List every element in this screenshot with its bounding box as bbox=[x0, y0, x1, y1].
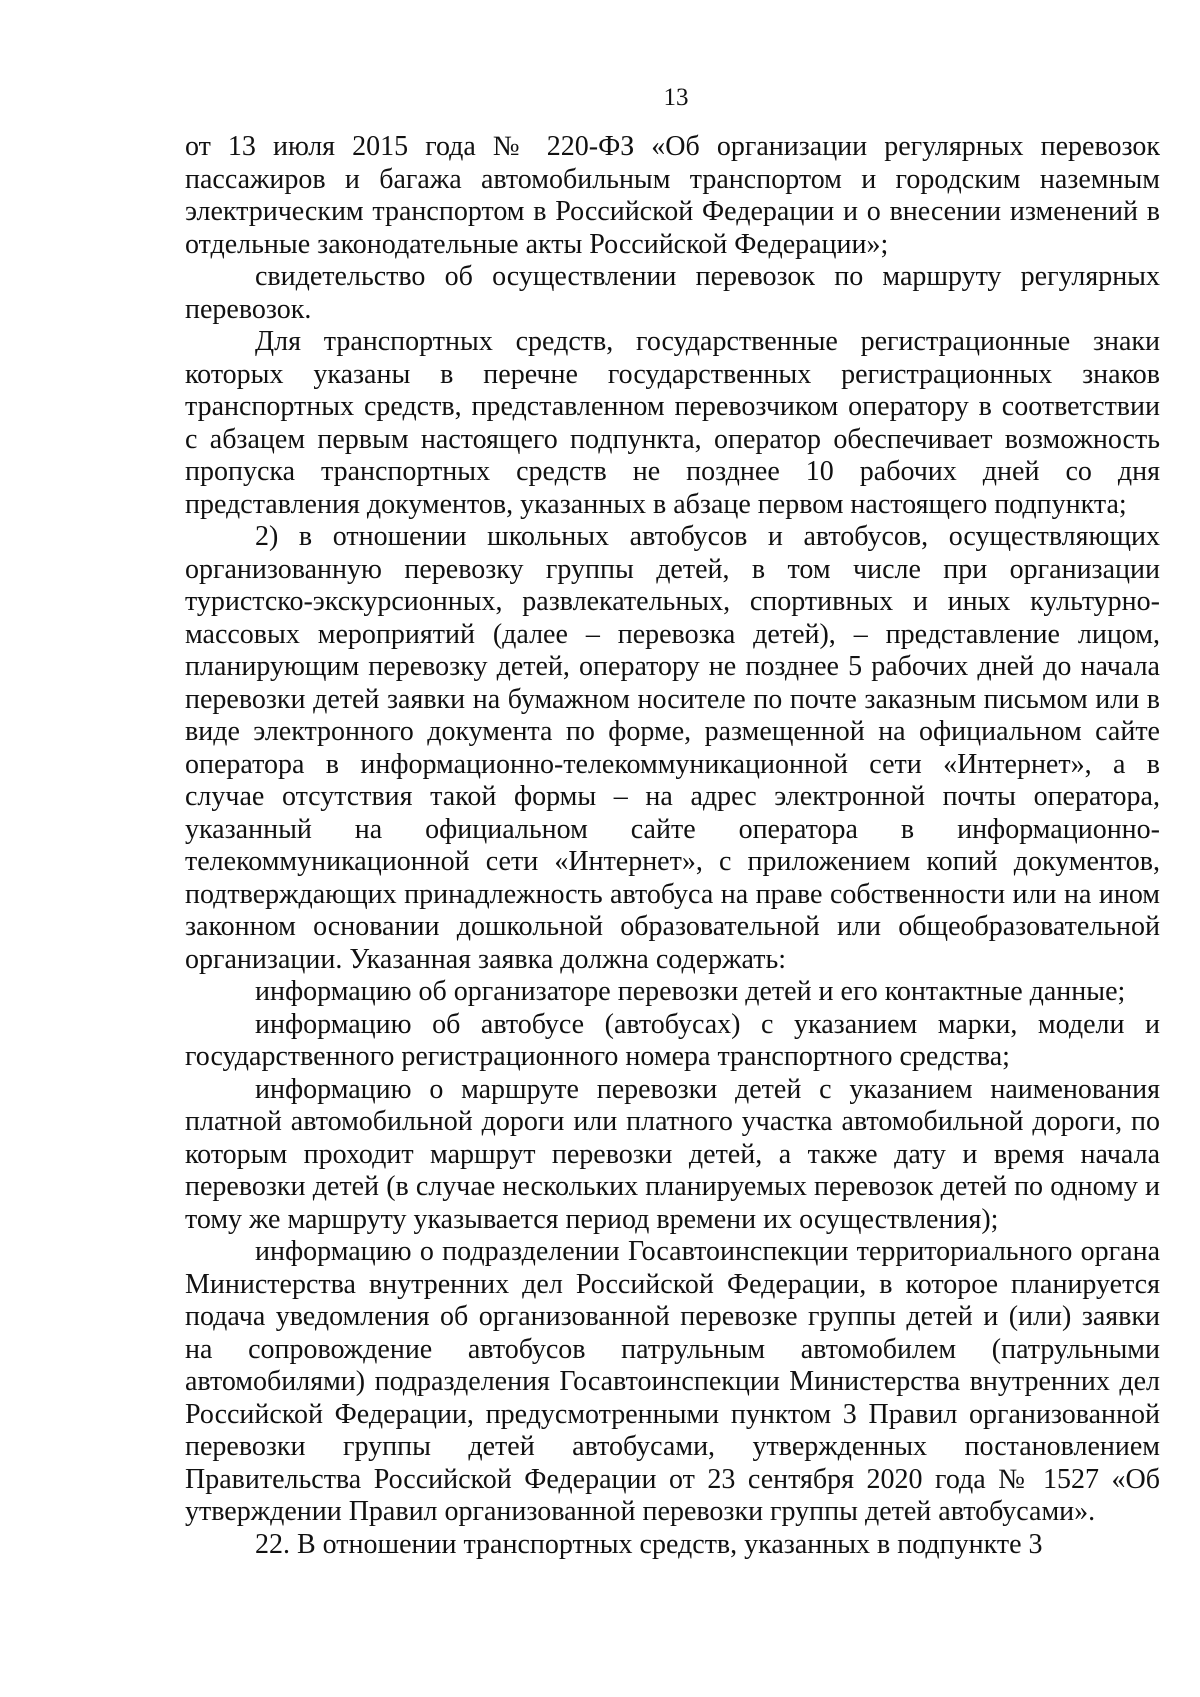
paragraph-route-info: информацию о маршруте перевозки детей с указанием наименования платной автомобильной дороги или платного участка автомобильной дороги, по которым проходит маршрут перевозки детей, а также дату и время начала перевозки детей (в случае нескольких планируемых перевозок детей по одному и тому же маршруту указывается период времени их осуществления); bbox=[185, 1073, 1160, 1235]
paragraph-school-buses: 2) в отношении школьных автобусов и автобусов, осуществляющих организованную перевозку группы детей, в том числе при организации туристско-экскурсионных, развлекательных, спортивных и иных культурно-массовых мероприятий (далее – перевозка детей), – представление лицом, планирующим перевозку детей, оператору не позднее 5 рабочих дней до начала перевозки детей заявки на бумажном носителе по почте заказным письмом или в виде электронного документа по форме, размещенной на официальном сайте оператора в информационно-телекоммуникационной сети «Интернет», а в случае отсутствия такой формы – на адрес электронной почты оператора, указанный на официальном сайте оператора в информационно-телекоммуникационной сети «Интернет», с приложением копий документов, подтверждающих принадлежность автобуса на праве собственности или на ином законном основании дошкольной образовательной или общеобразовательной организации. Указанная заявка должна содержать: bbox=[185, 521, 1160, 975]
paragraph-vehicle-pass: Для транспортных средств, государственные регистрационные знаки которых указаны в перечне государственных регистрационных знаков транспортных средств, представленном перевозчиком оператору в соответствии с абзацем первым настоящего подпункта, оператор обеспечивает возможность пропуска транспортных средств не позднее 10 рабочих дней со дня представления документов, указанных в абзаце первом настоящего подпункта; bbox=[185, 326, 1160, 520]
paragraph-bus-info: информацию об автобусе (автобусах) с указанием марки, модели и государственного регистрационного номера транспортного средства; bbox=[185, 1008, 1160, 1072]
paragraph-police-unit-info: информацию о подразделении Госавтоинспекции территориального органа Министерства внутренних дел Российской Федерации, в которое планируется подача уведомления об организованной перевозке группы детей и (или) заявки на сопровождение автобусов патрульным автомобилем (патрульными автомобилями) подразделения Госавтоинспекции Министерства внутренних дел Российской Федерации, предусмотренными пунктом 3 Правил организованной перевозки группы детей автобусами, утвержденных постановлением Правительства Российской Федерации от 23 сентября 2020 года № 1527 «Об утверждении Правил организованной перевозки группы детей автобусами». bbox=[185, 1236, 1160, 1527]
document-body bbox=[185, 131, 1160, 1561]
paragraph-organizer-info: информацию об организаторе перевозки детей и его контактные данные; bbox=[255, 976, 1126, 1007]
paragraph-certificate: свидетельство об осуществлении перевозок по маршруту регулярных перевозок. bbox=[185, 261, 1160, 325]
paragraph-item-22: 22. В отношении транспортных средств, указанных в подпункте 3 bbox=[255, 1528, 1043, 1560]
page-number: 13 bbox=[663, 84, 689, 111]
paragraph-law-reference: от 13 июля 2015 года № 220-ФЗ «Об организации регулярных перевозок пассажиров и багажа автомобильным транспортом и городским наземным электрическим транспортом в Российской Федерации и о внесении изменений в отдельные законодательные акты Российской Федерации»; bbox=[185, 131, 1160, 260]
